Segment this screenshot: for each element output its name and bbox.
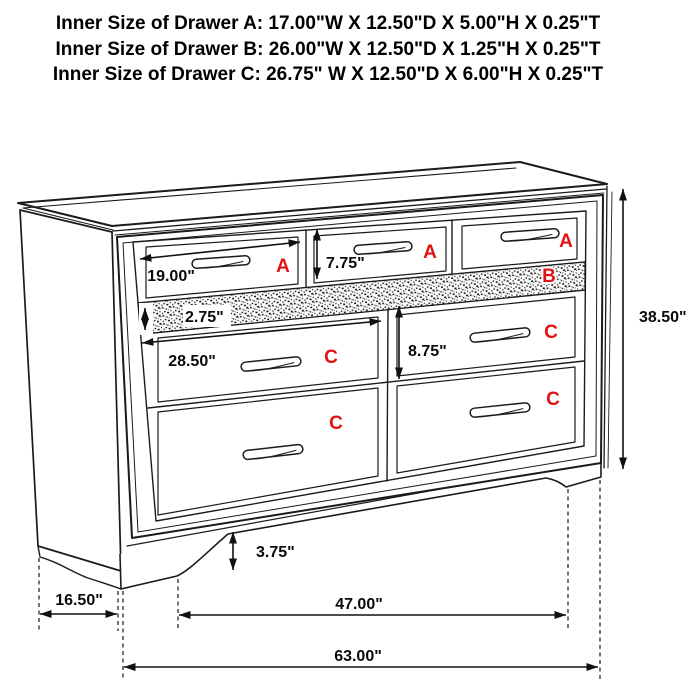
drawer-b-label: B bbox=[542, 266, 556, 287]
spec-line-drawer-a: Inner Size of Drawer A: 17.00"W X 12.50"D X 5.00"H X 0.25"T bbox=[55, 13, 601, 34]
dim-depth: 16.50" bbox=[55, 592, 103, 609]
dim-inner-leg-span: 47.00" bbox=[335, 596, 383, 613]
drawer-c-bottom-right-label: C bbox=[546, 389, 560, 410]
dim-overall-width: 63.00" bbox=[334, 648, 382, 665]
drawer-c-top-right-label: C bbox=[544, 322, 558, 343]
drawer-a1-label: A bbox=[276, 256, 290, 277]
dim-overall-height: 38.50" bbox=[639, 309, 687, 326]
drawer-c-top-left-label: C bbox=[324, 347, 338, 368]
drawer-a3-label: A bbox=[559, 231, 573, 252]
spec-line-drawer-b: Inner Size of Drawer B: 26.00"W X 12.50"D X 1.25"H X 0.25"T bbox=[55, 38, 601, 60]
dim-backing bbox=[139, 303, 153, 335]
dim-drawer-c-face-height: 8.75" bbox=[408, 343, 447, 360]
left-side-panel bbox=[20, 210, 121, 589]
dresser-body bbox=[18, 162, 612, 589]
spec-line-drawer-c: Inner Size of Drawer C: 26.75" W X 12.50"D X 6.00"H X 0.25"T bbox=[52, 64, 604, 85]
dim-leg-height: 3.75" bbox=[256, 544, 295, 561]
dim-drawer-a-face-height: 7.75" bbox=[326, 255, 365, 272]
drawer-c-bottom-left-label: C bbox=[329, 413, 343, 434]
dim-drawer-c-width: 28.50" bbox=[168, 353, 216, 370]
dim-drawer-b-face-height: 2.75" bbox=[185, 309, 224, 326]
dim-drawer-a-width: 19.00" bbox=[147, 268, 195, 285]
drawer-a2-label: A bbox=[423, 242, 437, 263]
